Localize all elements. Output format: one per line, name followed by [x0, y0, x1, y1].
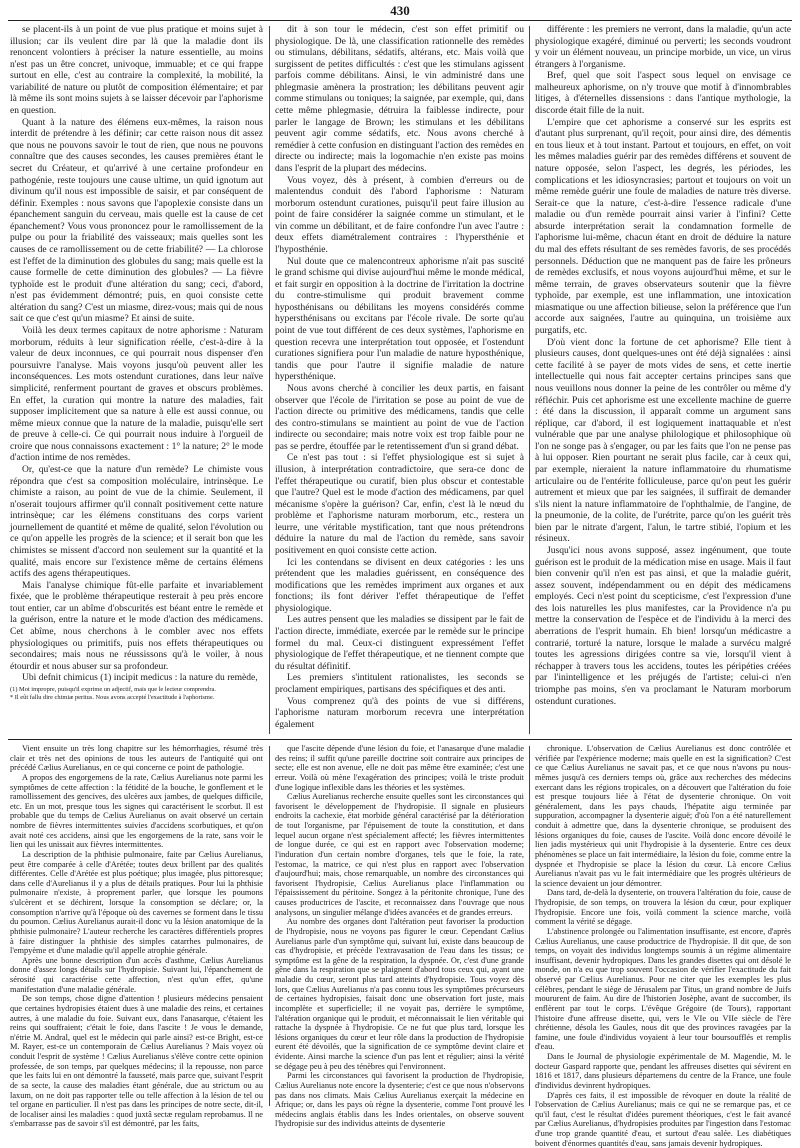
- feuilleton-column-2: [275, 744, 524, 1106]
- paragraph: dit à son tour le médecin, c'est son effet primitif ou physiologique. De là, une classification rationnelle des remèdes ou stimulans, débilitans, sédatifs, altérans, etc. Mais voilà que surgissent de petites difficultés : c'est que les stimulans agissent parfois comme débilitans. Ainsi, le vin administré dans une phlegmasie amènera la prostration; les débilitans peuvent agir comme stimulans ou toniques; la saignée, par exemple, qui, dans cette même phlegmasie, détruira la faiblesse indirecte, pour parler le langage de Brown; les stimulans et les débilitans peuvent agir comme sédatifs, etc. Nous avons cherché à remédier à cette confusion en distinguant l'action des remèdes en directe ou indirecte; mais la logomachie n'en existe pas moins dans l'esprit de la plupart des médecins.: [275, 24, 524, 175]
- paragraph: que l'ascite dépende d'une lésion du foie, et l'anasarque d'une maladie des reins; il suffit qu'une pareille doctrine soit contraire aux principes de secte; elle est non avenue, elle ne doit pas même être examinée; c'est une erreur. Voilà où mène l'exagération des principes; voilà le triste produit d'une logique inflexible dans les théories et les systèmes.: [275, 744, 524, 792]
- article-column-1: [10, 24, 263, 734]
- paragraph: Les premiers s'intitulent rationalistes, les seconds se proclament empiriques, partisans des spécifiques et des anti.: [275, 672, 524, 695]
- section-rule: [8, 739, 792, 740]
- paragraph: chronique. L'observation de Cælius Aurelianus est donc contrôlée et vérifiée par l'expérience moderne; mais quelle en est la signification? C'est ce que Cælius Aurelianus ne savait pas, et ce que nous n'avons pu nous-mêmes jusqu'à ces derniers temps où, grâce aux recherches des médecins exercant dans les régions tropicales, on a découvert que l'altération du foie est presque toujours liée à l'état de dysenterie chronique. On voit généralement, dans les pays chauds, l'hépatite aigu terminée par suppuration, accompagner la dysenterie aiguë; d'où l'on a été naturellement conduit à admettre que, dans la dysenterie chronique, se produisent des lésions organiques du foie, causes de l'ascite. Voilà donc encore dévoilé le lien jadis mystérieux qui unit l'hydropisie à la dysenterie. Entre ces deux phénomènes se place un fait intermédiaire, la lésion du foie, comme entre la dyspnée et l'hydropisie se place la lésion du cœur. Là encore Cælius Aurelianus n'avait pas vu le fait intermédiaire que les progrès ultérieurs de la science devaient un jour démontrer.: [535, 744, 791, 888]
- paragraph: Ubi defnit chimicus (1) incipit medicus : la nature du remède,: [10, 672, 263, 684]
- column-separator: [529, 26, 530, 734]
- paragraph: Parmi les circonstances qui favorisent la production de l'hydropisie, Cælius Aurelianus note encore la dysenterie; c'est ce que nous n'observons pas dans nos climats. Mais Cælius Aurelianus exerçait la médecine en Afrique; or, dans les pays où règne la dysenterie, comme l'ont prouvé les médecins anglais établis dans les Indes orientales, on observe souvent l'hydropisie sur des individus atteints de dysenterie: [275, 1071, 524, 1129]
- paragraph: Les autres pensent que les maladies se dissipent par le fait de l'action directe, immédiate, exercée par le remède sur le principe formel du mal. Ceux-ci distinguent expressément l'effet physiologique de l'effet thérapeutique, et ne tiennent compte que du résultat définitif.: [275, 614, 524, 672]
- article-column-2: [275, 24, 524, 734]
- paragraph: Quant à la nature des élémens eux-mêmes, la raison nous interdit de prétendre à les définir; car cette raison nous dit assez que nous ne pouvons savoir le tout de rien, que nous ne pouvons connaître que des causes secondes, les causes premières étant le secret du Créateur, et qu'arrivé à une certaine profondeur en pathogénie, reste toujours une cause ultime, un quid ignotum aut divinum qu'il nous est impossible de saisir, et par conséquent de définir. Exemples : nous savons que l'apoplexie consiste dans un épanchement sanguin du cerveau, mais quelle est la cause de cet épanchement? Vous vous prononcez pour le ramollissement de la pulpe ou pour la friabilité des vaisseaux; mais quelles sont les causes de ce ramollissement ou de cette friabilité? — La chlorose est l'effet de la diminution des globules du sang; mais quelle est la cause formelle de cette diminution des globules? — La fièvre typhoïde est le produit d'une altération du sang; ceci, d'abord, n'est pas évidemment démontré; puis, en quoi consiste cette altération du sang? C'est un miasme, direz-vous; mais qui de nous sait ce que c'est qu'un miasme? Et ainsi de suite.: [10, 117, 263, 325]
- paragraph: Cælius Aurelianus recherche ensuite quelles sont les circonstances qui favorisent le développement de l'hydropisie. Il signale en plusieurs endroits la cachexie, état morbide général caractérisé par la détérioration de tout l'organisme, par l'épuisement de toute la constitution, et dans lequel aucun organe n'est spécialement affecté; les fièvres intermittentes de longue durée, ce qui est en rapport avec l'observation moderne; l'induration d'un certain nombre d'organes, tels que le foie, la rate, l'estomac, la matrice, ce qui n'est plus en rapport avec l'observation d'aujourd'hui; mais, chose remarquable, un nombre des circonstances qui favorisent l'hydropisie, Cælius Aurelianus place l'inflammation ou l'épaississement du péritoine. Songez à la péritonite chronique, l'une des causes productrices de l'ascite, et reconnaissez dans l'ouvrage que nous analysons, un singulier mélange d'idées avancées et de grandes erreurs.: [275, 792, 524, 917]
- paragraph: Mais l'analyse chimique fût-elle parfaite et invariablement fixée, que le problème thérapeutique resterait à peu près encore tout entier, car un abîme d'obscurités est béant entre le remède et la guérison, entre la nature et le mode d'action des médicamens. Cet abîme, nous cherchons à le combler avec nos effets physiologiques ou primitifs, puis nos effets thérapeutiques ou secondaires; mais nous ne réussissons qu'à le voiler, à nous étourdir et nous abuser sur sa profondeur.: [10, 580, 263, 673]
- top-rule: [8, 20, 792, 21]
- footnote: * Il eût fallu dire chimiæ peritus. Nous avons accepté l'exactitude à l'aphorisme.: [10, 694, 263, 702]
- paragraph: différente : les premiers ne verront, dans la maladie, qu'un acte physiologique exagéré, diminué ou perverti; les seconds voudront y voir un élément nouveau, un principe morbide, un vice, un virus étrangers à l'organisme.: [535, 24, 791, 70]
- paragraph: Vous voyez, dès à présent, à combien d'erreurs ou de malentendus conduit dès l'abord l'aphorisme : Naturam morborum ostendunt curationes, puisqu'il peut faire illusion au point de faire considérer la saignée comme un stimulant, et le vin comme un débilitant, et de faire confondre l'un avec l'autre : deux effets diamétralement contraires : l'hypersthénie et l'hyposthénie.: [275, 175, 524, 256]
- column-separator: [529, 746, 530, 1106]
- paragraph: Jusqu'ici nous avons supposé, assez ingénument, que toute guérison est le produit de la médication mise en usage. Mais il faut bien convenir qu'il n'en est pas ainsi, et que la maladie guérit, assez souvent, indépendamment ou en dépit des médicamens employés. Ceci n'est point du scepticisme, c'est l'expression d'une des lois naturelles les plus manifestes, car la Providence n'a pu mettre la conservation de l'espèce et de l'individu à la merci des aberrations de l'esprit humain. Eh bien! lorsqu'un médicastre a contrarié, torturé la nature, lorsque le malade a survécu malgré toutes les agressions dirigées contre sa vie, lorsqu'il vient à réchapper à travers tous les accidens, toutes les péripéties créées par l'inintelligence et les préjugés de l'artiste; celui-ci n'en triomphe pas moins, s'en va proclamant le Naturam morborum ostendunt curationes.: [535, 545, 791, 707]
- feuilleton-column-1: [10, 744, 263, 1106]
- page-number: 430: [0, 3, 800, 19]
- paragraph: L'empire que cet aphorisme a conservé sur les esprits est d'autant plus surprenant, qu'il reçoit, pour ainsi dire, des démentis en tous lieux et à tout instant. Partout et toujours, en effet, on voit les mêmes maladies guérir par des remèdes différens et souvent de nature opposée, selon l'aspect, les degrés, les périodes, les complications et les idiosyncrasies; partout et toujours on voit un même remède guérir une foule de maladies de nature très diverse. Serait-ce que la nature, c'est-à-dire l'essence radicale d'une maladie ou d'un remède pourrait ainsi varier à l'infini? Cette absurde interprétation serait la condamnation formelle de l'aphorisme lui-même, chacun étant en droit de déduire la nature du mal des effets résultant de ses remèdes favoris, de ses procédés personnels. Déduction que ne manquent pas de faire les prôneurs de remèdes exclusifs, et nous voyons aujourd'hui même, et sur le même terrain, de graves observateurs soutenir que la fièvre typhoïde, par exemple, est une inflammation, une intoxication miasmatique ou une affection bilieuse, selon la préférence que l'un accorde aux saignées, l'autre au quinquina, un troisième aux purgatifs, etc.: [535, 117, 791, 337]
- paragraph: Ici les contendans se divisent en deux catégories : les uns prétendent que les maladies guérissent, en conséquence des modifications que les remèdes impriment aux organes et aux fonctions; ils font dériver l'effet thérapeutique de l'effet physiologique.: [275, 557, 524, 615]
- paragraph: Vous comprenez qu'à des points de vue si différens, l'aphorisme naturam morborum recevra une interprétation également: [275, 696, 524, 731]
- column-separator: [269, 26, 270, 734]
- feuilleton-column-3: [535, 744, 791, 1106]
- footnote: (1) Mot impropre, puisqu'il exprime un adjectif, mais que le lecteur comprendra.: [10, 686, 263, 694]
- paragraph: De son temps, chose digne d'attention ! plusieurs médecins pensaient que certaines hydropisies étaient dues à une maladie des reins, et certaines autres, à une maladie du foie. Suivant eux, dans l'anasarque, c'étaient les reins qui souffraient; c'était le foie, dans l'ascite ! Je vous le demande, n'étrie M. Andral, quel est le médecin qui parle ainsi? est-ce Bright, est-ce M. Rayer, est-ce un contemporain de Cælius Aurelianus ? Mais voyez où conduit l'esprit de système ! Cælius Aurelianus s'élève contre cette opinion professée, de son temps, par quelques médecins; il la repousse, non parce que les faits lui en ont démontré la fausseté, mais parce que, suivant l'esprit de sa secte, la cause des maladies étant générale, due au strictum ou au laxum, on ne doit pas rapporter telle ou telle affection à la lésion de tel ou tel organe en particulier. Il n'est pas dans les principes de notre secte, dit-il, de localiser ainsi les maladies : quod juxtâ sectæ regulam reprobamus. Il ne s'embarrasse pas de savoir s'il est démontré, par les faits,: [10, 994, 263, 1129]
- paragraph: La description de la phthisie pulmonaire, faite par Cælius Aurelianus, peut être comparée à celle d'Arétée; toutes deux brillent par des qualités différentes. Celle d'Arétée est plus poétique; plus imagée, plus pittoresque; dans celle d'Aurelianus il y a plus de détails pratiques. Pour lui la phthisie pulmonaire n'existe, à proprement parler, que lorsque les poumons s'ulcèrent et se déchirent, lorsque la consomption se déclare; or, la consomption n'arrive qu'à l'époque où des cavernes se forment dans le tissu du poumon. Cælius Aurelianus aurait-il donc vu la lésion anatomique de la phthisie pulmonaire? L'auteur recherche les caractères différentiels propres à faire distinguer la phthisie des simples catarrhes pulmonaires, de l'empyème et d'une maladie qu'il appelle atrophie générale.: [10, 850, 263, 956]
- paragraph: Après une bonne description d'un accès d'asthme, Cælius Aurelianus donne d'assez longs détails sur l'hydropisie. Suivant lui, l'épanchement de sérosité qui caractérise cette affection, n'est qu'un effet, qu'une manifestation d'une maladie générale.: [10, 956, 263, 995]
- paragraph: Ce n'est pas tout : si l'effet physiologique est si sujet à illusion, à interprétation contradictoire, que sera-ce donc de l'effet thérapeutique ou curatif, bien plus obscur et contestable que l'autre? Quel est le mode d'action des médicamens, par quel mécanisme s'opère la guérison? Car, enfin, c'est là le nœud du problème et l'aphorisme naturam morborum, etc., restera un leurre, une véritable mystification, tant que nous prétendrons déduire la nature du mal de l'action du remède, sans savoir positivement en quoi consiste cette action.: [275, 452, 524, 556]
- article-column-3: [535, 24, 791, 734]
- paragraph: se placent-ils à un point de vue plus pratique et moins sujet à illusion; car ils veulent dire par là que la maladie dont ils renoncent volontiers à préciser la nature essentielle, au moins n'est pas un être concret, univoque, immuable; et ce qui frappe surtout en elle, c'est au contraire la complexité, la mobilité, la variabilité de nature ou plutôt de composition élémentaire; et par là même ils sont moins sujets à se laisser décevoir par l'aphorisme en question.: [10, 24, 263, 117]
- paragraph: Au nombre des organes dont l'altération peut favoriser la production de l'hydropisie, nous ne voyons pas figurer le cœur. Cependant Cælius Aurelianus parle d'un symptôme qui, suivant lui, existe dans beaucoup de cas d'hydropisie, et précède l'extravasation de l'eau dans les tissus; ce symptôme est la gêne de la respiration, la dyspnée. Or, c'est d'une grande gêne dans la respiration que se plaignent d'abord tous ceux qui, ayant une maladie du cœur, seront plus tard atteints d'hydropisie. Tous voyez dès lors, que Cælius Aurelianus n'a pas connu tous les symptômes précurseurs de certaines hydropisies, faisait donc une observation fort juste, mais incomplète et superficielle; il ne voyait pas, derrière le symptôme, l'altération organique qui le produit, et méconnaissait le lien véritable qui rattache la dyspnée à l'hydropisie. Ce ne fut que plus tard, lorsque les lésions organiques du cœur et leur rôle dans la production de l'hydropisie eurent été dévoilés, que la signification de ce symptôme devint claire et évidente. Ainsi marche la science d'un pas lent et régulier; ainsi la vérité se dégage peu à peu des ténèbres qui l'environnent.: [275, 917, 524, 1071]
- footnotes: [10, 686, 263, 702]
- paragraph: Dans le Journal de physiologie expérimentale de M. Magendie, M. le docteur Gaspard rapporte que, pendant les affreuses disettes qui sévirent en 1816 et 1817, dans plusieurs départemens du centre de la France, une foule d'individus devinrent hydropiques.: [535, 1052, 791, 1091]
- paragraph: Bref, quel que soit l'aspect sous lequel on envisage ce malheureux aphorisme, on n'y trouve que motif à d'innombrables litiges, à d'éternelles dissensions : dans l'antique mythologie, la discorde était fille de la nuit.: [535, 70, 791, 116]
- paragraph: Dans tard, de-delà la dysenterie, on trouvera l'altération du foie, cause de l'hydropisie, de son temps, on trouvera la lésion du cœur, pour expliquer l'hydropisie. Encore une fois, voilà comment la science marche, voilà comment la vérité se dégage.: [535, 888, 791, 927]
- paragraph: D'où vient donc la fortune de cet aphorisme? Elle tient à plusieurs causes, dont quelques-unes ont été déjà signalées : ainsi cette facilité à se payer de mots vides de sens, et cette inertie intellectuelle qui nous fait accepter certains principes sans que nous veuillons nous donner la peine de les contrôler ou même d'y réfléchir. Puis cet aphorisme est une excellente machine de guerre : été dans la discussion, il apparaît comme un argument sans réplique, car d'abord, il est logiquement inattaquable et n'est vulnérable que par une analyse philologique et philosophique où l'on ne songe pas à s'engager, ou par les faits que l'on ne pense pas à lui opposer. Rien pourtant ne serait plus facile, car à ceux qui, par exemple, nieraient la nature inflammatoire du rhumatisme articulaire ou de l'entérite folliculeuse, parce qu'on peut les guérir autrement et mieux que par les saignées, il suffirait de demander s'ils nient la nature inflammatoire de l'ophthalmie, de l'angine, de la pneumonie, de la colite, de l'urétrite, parce qu'on les guérit très bien par le nitrate d'argent, l'alun, le tartre stibié, l'opium et les résineux.: [535, 337, 791, 545]
- paragraph: Vient ensuite un très long chapitre sur les hémorrhagies, résumé très clair et très net des opinions de tous les auteurs de l'antiquité qui ont précédé Cælius Aurelianus, en ce qui concerne ce point de pathologie.: [10, 744, 263, 773]
- paragraph: A propos des engorgemens de la rate, Cælius Aurelianus note parmi les symptômes de cette affection : la fétidité de la bouche, le gonflement et le ramollissement des gencives, des ulcères aux jambes, de quelques difficile, etc. En un mot, presque tous les signes qui caractérisent le scorbut. Il est probable que du temps de Cælius Aurelianus on avait observé un certain nombre de fièvres intermittentes suivies d'accidens scorbutiques, et qu'on avait noté ces accidens, ainsi que les engorgemens de la rate, sans voir le lien qui les unissait aux fièvres intermittentes.: [10, 773, 263, 850]
- paragraph: L'abstinence prolongée ou l'alimentation insuffisante, est encore, d'après Cælius Aurelianus, une cause productrice de l'hydropisie. Il dit que, de son temps, on voyait des individus longtemps soumis à un régime alimentaire insuffisant, devenir hydropiques. Dans les grandes disettes qui ont désolé le monde, on n'a eu que trop souvent l'occasion de vérifier l'exactitude du fait observé par Cælius Aurelianus. Pour ne citer que les exemples les plus célèbres, pendant le siège de Jérusalem par Titus, un grand nombre de Juifs moururent de faim. Au dire de l'historien Josèphe, avant de succomber, ils enflèrent par tout le corps. L'évêque Grégoire (de Tours), rapportant l'histoire d'une affreuse disette, qui, vers le VIe ou VIIe siècle de l'ère chrétienne, désola les Gaules, nous dit que des provinces ravagées par la famine, une foule d'individus voyaient à leur tour boursoufflés et remplis d'eau.: [535, 927, 791, 1052]
- paragraph: Voilà les deux termes capitaux de notre aphorisme : Naturam morborum, réduits à leur signification réelle, c'est-à-dire à la valeur de deux inconnues, ce qui pourrait nous dispenser d'en poursuivre l'analyse. Mais voyons jusqu'où peuvent aller les inconséquences. Les mots ostendunt curationes, dans leur naïve simplicité, renferment pourtant de graves et obscurs problèmes. En effet, la curation qui montre la nature des maladies, fait supposer implicitement que sa nature à elle est aussi connue, ou même mieux connue que la nature de la maladie, puisqu'elle sert de preuve à celle-ci. Ce qui pourrait nous induire à l'orgueil de croire que nous connaissons exactement : 1° la nature; 2° le mode d'action intime de nos remèdes.: [10, 325, 263, 464]
- paragraph: Nul doute que ce malencontreux aphorisme n'ait pas suscité le grand schisme qui divise aujourd'hui même le monde médical, et fait surgir en opposition à la doctrine de l'irritation la doctrine du contre-stimulisme qui produit bravement comme hyposthénisans ou débilitans les moyens considérés comme hypersthénisans ou excitans par l'école rivale. De sorte qu'au point de vue tout différent de ces deux systèmes, l'aphorisme en question recevra une interprétation tout opposée, et l'ostendunt curationes signifiera pour l'un maladie de nature hyposthénique, tandis que pour l'autre il signifie maladie de nature hypersthénique.: [275, 256, 524, 383]
- column-separator: [269, 746, 270, 1106]
- paragraph: D'après ces faits, il est impossible de révoquer en doute la réalité de l'observation de Cælius Aurelianus; mais ce qui ne se remarque pas, et ce qu'il faut, c'est le résultat d'idées purement théoriques, c'est le fait avancé par Cælius Aurelianus, d'hydropisies produites par l'ingestion dans l'estomac d'une trop grande quantité d'eau, et surtout d'eau salée. Les diabétiques boivent d'énormes quantités d'eau, sans jamais devenir hydropiques.: [535, 1091, 791, 1148]
- paragraph: Nous avons cherché à concilier les deux partis, en faisant observer que l'école de l'irritation se pose au point de vue de l'action directe ou primitive des médicamens, tandis que celle des contro-stimulans se maintient au point de vue de l'action indirecte ou secondaire; mais notre voix est trop faible pour ne pas se perdre, étouffée par le retentissement d'un si grand débat.: [275, 383, 524, 452]
- paragraph: Or, qu'est-ce que la nature d'un remède? Le chimiste vous répondra que c'est sa composition moléculaire, intrinsèque. Le chimiste a raison, au point de vue de la chimie. Seulement, il n'oserait toujours affirmer qu'il connaît positivement cette nature intrinsèque; car les élémens constituans des corps varient journellement de quantité et même de qualité, selon l'évolution ou ce qu'on appelle les progrès de la science; et il serait bon que les chimistes se missent d'accord non seulement sur la quantité et la qualité, mais encore sur l'existence même de certains élémens actifs des agens thérapeutiques.: [10, 464, 263, 580]
